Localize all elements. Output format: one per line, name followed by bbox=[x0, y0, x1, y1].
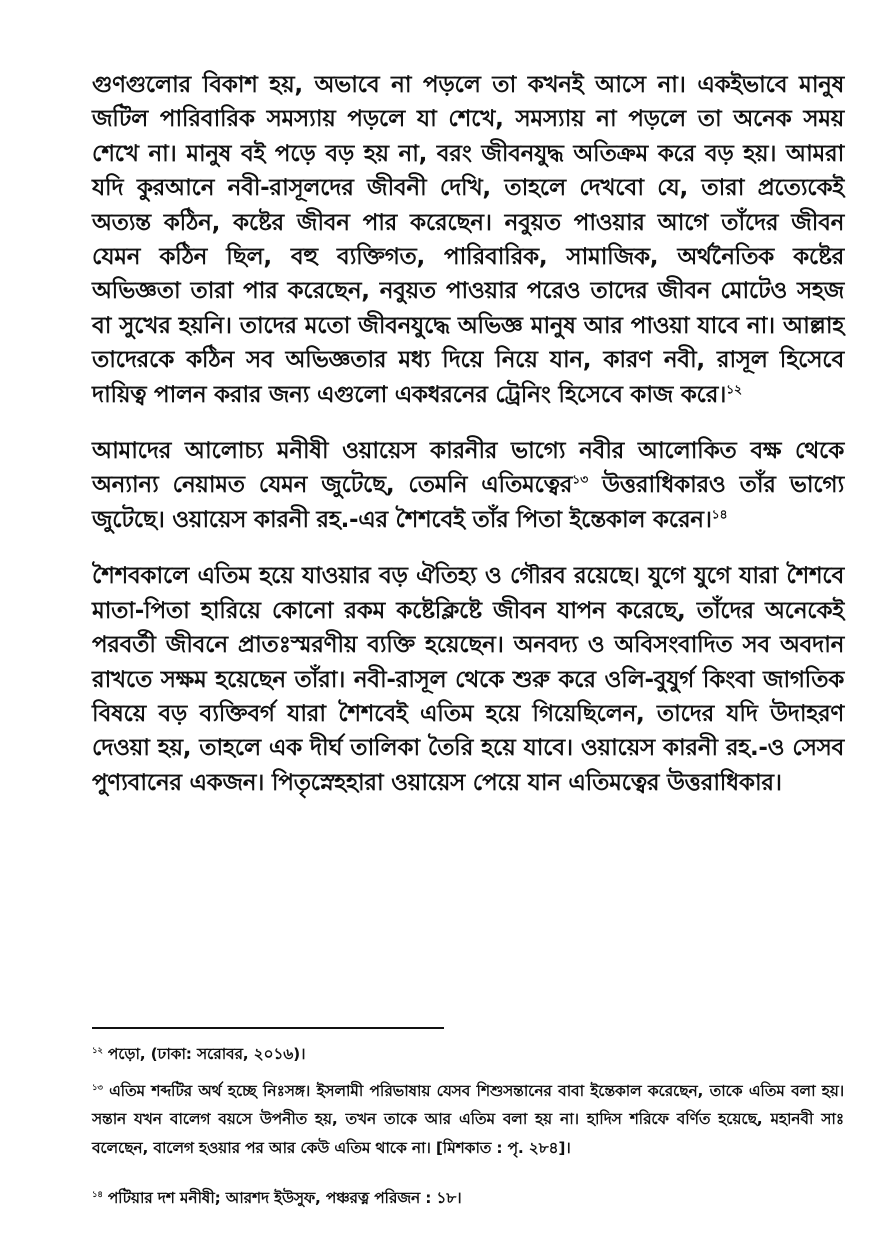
footnote-ref-13[interactable]: ১৩ bbox=[572, 471, 588, 487]
paragraph-1 bbox=[92, 68, 844, 412]
paragraph-2 bbox=[92, 434, 844, 537]
footnote-12 bbox=[92, 1040, 844, 1069]
footnote-13 bbox=[92, 1077, 844, 1163]
paragraph-3 bbox=[92, 559, 844, 800]
paragraph-text: শৈশবকালে এতিম হয়ে যাওয়ার বড় ঐতিহ্য ও গৌরব রয়েছে। যুগে যুগে যারা শৈশবে মাতা-পিতা হারিয়ে কোনো রকম কষ্টেক্লিষ্টে জীবন যাপন করেছে, তাঁদের অনেকেই পরবর্তী জীবনে প্রাতঃস্মরণীয় ব্যক্তি হয়েছেন। অনবদ্য ও অবিসংবাদিত সব অবদান রাখতে সক্ষম হয়েছেন তাঁরা। নবী-রাসূল থেকে শুরু করে ওলি-বুযুর্গ কিংবা জাগতিক বিষয়ে বড় ব্যক্তিবর্গ যারা শৈশবেই এতিম হয়ে গিয়েছিলেন, তাদের যদি উদাহরণ দেওয়া হয়, তাহলে এক দীর্ঘ তালিকা তৈরি হয়ে যাবে। ওয়ায়েস কারনী রহ.-ও সেসব পুণ্যবানের একজন। পিতৃস্নেহহারা ওয়ায়েস পেয়ে যান এতিমত্বের উত্তরাধিকার। bbox=[92, 563, 844, 796]
paragraph-text: আমাদের আলোচ্য মনীষী ওয়ায়েস কারনীর ভাগ্যে নবীর আলোকিত বক্ষ থেকে অন্যান্য নেয়ামত যেমন জুটেছে, তেমনি এতিমত্বের bbox=[92, 438, 844, 499]
footnote-mark: ১৪ bbox=[92, 1189, 103, 1200]
footnote-mark: ১৩ bbox=[92, 1082, 103, 1093]
paragraph-text: গুণগুলোর বিকাশ হয়, অভাবে না পড়লে তা কখনই আসে না। একইভাবে মানুষ জটিল পারিবারিক সমস্যায় পড়লে যা শেখে, সমস্যায় না পড়লে তা অনেক সময় শেখে না। মানুষ বই পড়ে বড় হয় না, বরং জীবনযুদ্ধ অতিক্রম করে বড় হয়। আমরা যদি কুরআনে নবী-রাসূলদের জীবনী দেখি, তাহলে দেখবো যে, তারা প্রত্যেকেই অত্যন্ত কঠিন, কষ্টের জীবন পার করেছেন। নবুয়ত পাওয়ার আগে তাঁদের জীবন যেমন কঠিন ছিল, বহু ব্যক্তিগত, পারিবারিক, সামাজিক, অর্থনৈতিক কষ্টের অভিজ্ঞতা তারা পার করেছেন, নবুয়ত পাওয়ার পরেও তাদের জীবন মোটেও সহজ বা সুখের হয়নি। তাদের মতো জীবনযুদ্ধে অভিজ্ঞ মানুষ আর পাওয়া যাবে না। আল্লাহ তাদেরকে কঠিন সব অভিজ্ঞতার মধ্য দিয়ে নিয়ে যান, কারণ নবী, রাসূল হিসেবে দায়িত্ব পালন করার জন্য এগুলো একধরনের ট্রেনিং হিসেবে কাজ করে। bbox=[92, 72, 844, 408]
footnote-text: পড়ো, (ঢাকা: সরোবর, ২০১৬)। bbox=[102, 1045, 306, 1063]
footnote-text: এতিম শব্দটির অর্থ হচ্ছে নিঃসঙ্গ। ইসলামী পরিভাষায় যেসব শিশুসন্তানের বাবা ইন্তেকাল করেছেন, তাকে এতিম বলা হয়। সন্তান যখন বালেগ বয়সে উপনীত হয়, তখন তাকে আর এতিম বলা হয় না। হাদিস শরিফে বর্ণিত হয়েছে, মহানবী সাঃ বলেছেন, বালেগ হওয়ার পর আর কেউ এতিম থাকে না। [মিশকাত : পৃ. ২৮৪]। bbox=[92, 1081, 844, 1157]
footnote-ref-12[interactable]: ১২ bbox=[726, 381, 742, 396]
footnote-divider bbox=[92, 1027, 444, 1029]
footnote-text: পটিয়ার দশ মনীষী; আরশদ ইউসুফ, পঞ্চরত্ন পরিজন : ১৮। bbox=[102, 1189, 462, 1207]
footnote-ref-14[interactable]: ১৪ bbox=[711, 506, 728, 522]
footnote-mark: ১২ bbox=[92, 1045, 103, 1056]
paragraph-text: উত্তরাধিকারও তাঁর ভাগ্যে জুটেছে। ওয়ায়েস কারনী রহ.-এর শৈশবেই তাঁর পিতা ইন্তেকাল করেন। bbox=[92, 472, 844, 533]
main-text bbox=[92, 68, 844, 822]
footnote-14 bbox=[92, 1184, 844, 1213]
footnotes bbox=[92, 1040, 844, 1221]
